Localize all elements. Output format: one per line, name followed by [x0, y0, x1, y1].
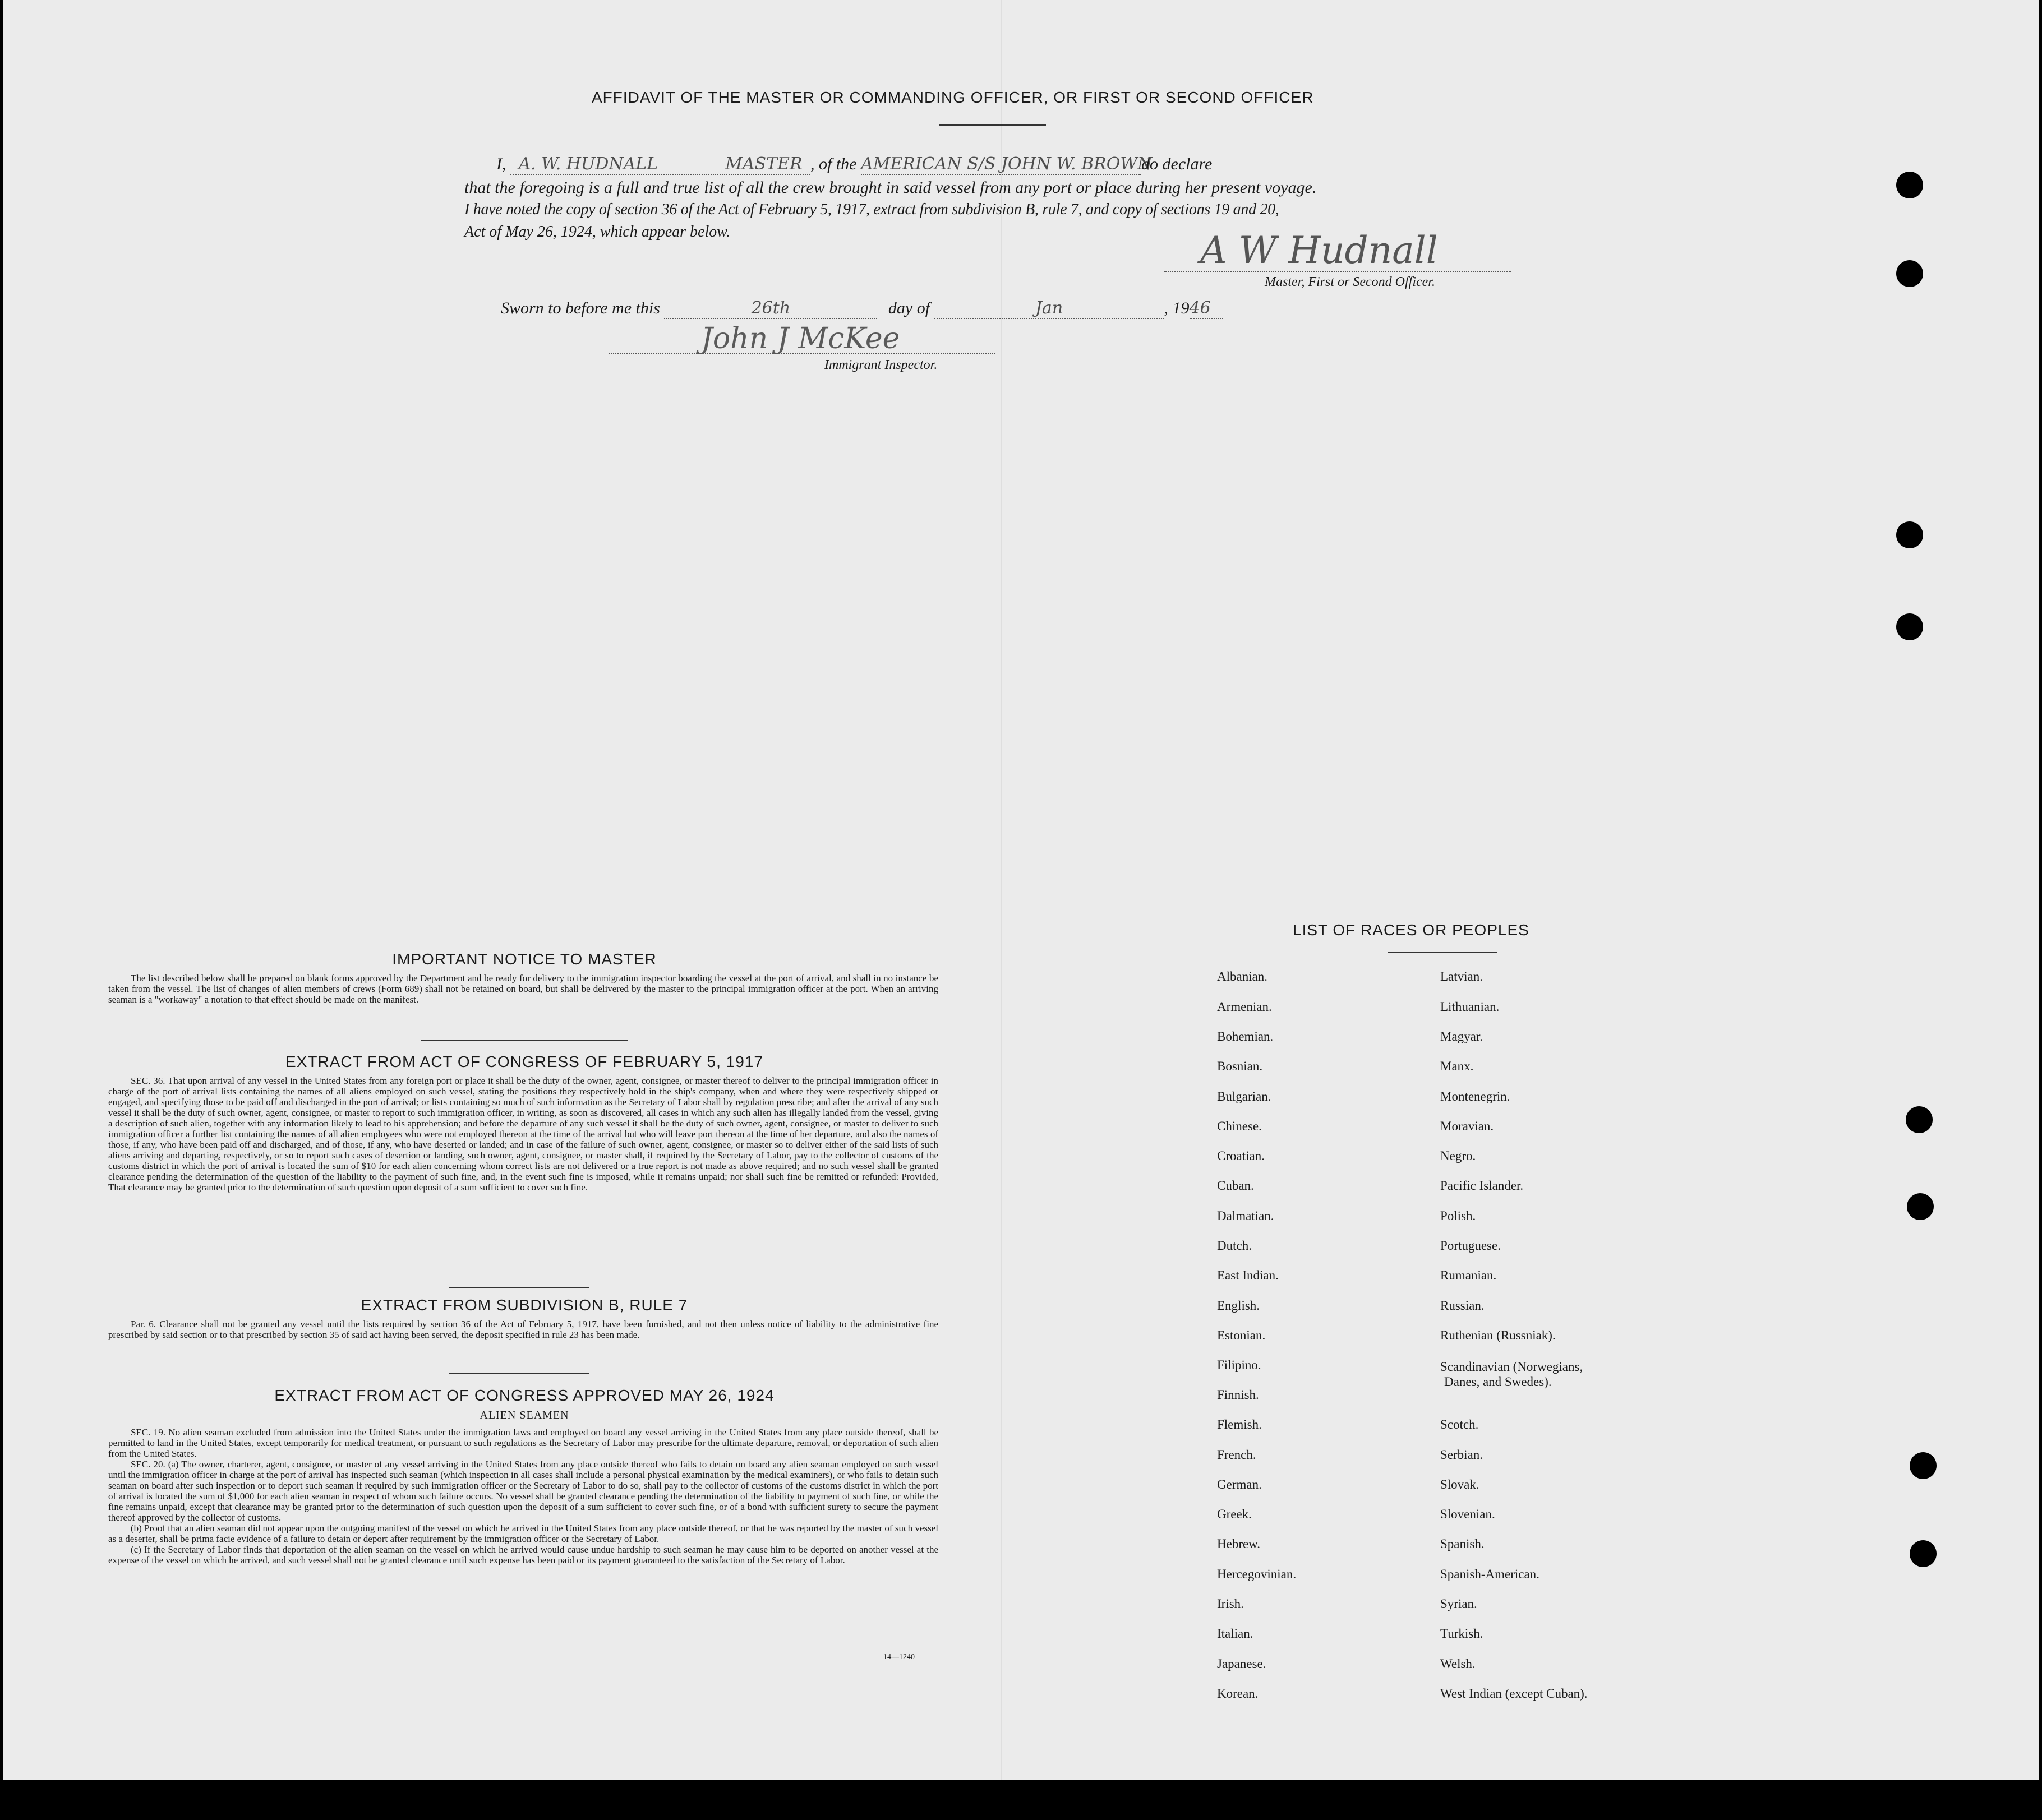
race-item: Armenian. — [1217, 1000, 1272, 1014]
affidavit-line2: that the foregoing is a full and true list of all the crew brought in said vessel from any port or place during her present voyage. — [464, 178, 1317, 197]
race-item: Dalmatian. — [1217, 1209, 1274, 1223]
race-item: Portuguese. — [1440, 1239, 1501, 1253]
race-item: Bulgarian. — [1217, 1089, 1271, 1103]
paragraph-6: Par. 6. Clearance shall not be granted any vessel until the lists required by section 36 of the Act of February 5, 1917, have been furnished, and not then unless notice of liability to the administrative fine prescribed by said section or to that prescribed by section 35 of said act having been served, the deposit specified in rule 23 has been made. — [108, 1319, 938, 1340]
race-item: Flemish. — [1217, 1417, 1262, 1431]
notice-title: IMPORTANT NOTICE TO MASTER — [392, 950, 657, 968]
race-item: Moravian. — [1440, 1119, 1494, 1133]
race-item: Greek. — [1217, 1507, 1252, 1521]
race-item: Slovenian. — [1440, 1507, 1495, 1521]
race-item: Polish. — [1440, 1209, 1476, 1223]
race-item: Spanish-American. — [1440, 1567, 1539, 1581]
day-field: 26th — [664, 298, 877, 319]
section-36: SEC. 36. That upon arrival of any vessel in the United States from any foreign port or place it shall be the duty of the owner, agent, consignee, or master thereof to deliver to the principal immigration officer in charge of the port of arrival lists containing the names of all aliens employed on such vessel, stating the positions they respectively hold in the ship's company, when and where they were respectively shipped or engaged, and specifying those to be paid off and discharged in the port of arrival; or lists containing so much of such information as the Secretary of Labor shall by regulation prescribe; and after the arrival of any such vessel it shall be the duty of such owner, agent, consignee, or master to report to such immigration officer, in writing, as soon as discovered, all cases in which any such alien has illegally landed from the vessel, giving a description of such alien, together with any information likely to lead to his apprehension; and before the departure of any such vessel it shall be the duty of such owner, agent, consignee, or master to deliver to such immigration officer a further list containing the names of all alien employees who were not employed thereon at the time of the arrival but who will leave port thereon at the time of her departure, and also the names of those, if any, who have been paid off and discharged, and of those, if any, who have deserted or landed; and in case of the failure of such owner, agent, consignee, or master so to deliver either of the said lists of such aliens arriving and departing, respectively, or so to report such cases of desertion or landing, such owner, agent, consignee, or master shall, if required by the Secretary of Labor, pay to the collector of customs of the customs district in which the port of arrival is located the sum of $10 for each alien concerning whom correct lists are not delivered or a true report is not made as above required; and no such vessel shall be granted clearance pending the determination of the question of the liability to the payment of such fine, and, in the event such fine is imposed, while it remains unpaid; nor shall such fine be remitted or refunded: Provided, That clearance may be granted prior to the determination of such question upon deposit of a sum sufficient to cover such fine. — [108, 1075, 938, 1193]
affidavit-i: I, — [496, 155, 506, 173]
race-item: Scandinavian (Norwegians, — [1440, 1360, 1583, 1374]
race-item: Finnish. — [1217, 1388, 1259, 1402]
race-item: Lithuanian. — [1440, 1000, 1500, 1014]
punch-hole — [1896, 260, 1923, 287]
master-caption: Master, First or Second Officer. — [1265, 275, 1435, 289]
race-item: Albanian. — [1217, 969, 1268, 983]
subdivision-b-divider — [449, 1373, 589, 1374]
race-item: Negro. — [1440, 1149, 1476, 1163]
races-divider — [1388, 952, 1497, 953]
race-item: Hebrew. — [1217, 1537, 1261, 1551]
inspector-signature-line — [609, 353, 995, 354]
punch-hole — [1907, 1193, 1934, 1220]
race-item: Filipino. — [1217, 1358, 1261, 1372]
extract-1917-text — [108, 1075, 938, 1193]
page-fold — [1001, 0, 1002, 1780]
extract-1924-title: EXTRACT FROM ACT OF CONGRESS APPROVED MAY 26, 1924 — [274, 1387, 775, 1404]
affidavit-line3: I have noted the copy of section 36 of the Act of February 5, 1917, extract from subdivision B, rule 7, and copy of sections 19 and 20, — [464, 201, 1279, 218]
race-item: Danes, and Swedes). — [1444, 1375, 1552, 1389]
race-item: Scotch. — [1440, 1417, 1479, 1431]
day-of-label: day of — [888, 299, 930, 317]
race-item: Ruthenian (Russniak). — [1440, 1328, 1556, 1342]
officer-name-field — [510, 154, 810, 175]
affidavit-line1 — [496, 154, 1534, 175]
extract-1917-title: EXTRACT FROM ACT OF CONGRESS OF FEBRUARY 5, 1917 — [285, 1053, 763, 1070]
month-field: Jan — [934, 298, 1164, 319]
race-item: Cuban. — [1217, 1179, 1254, 1193]
master-signature-line — [1164, 271, 1511, 272]
race-item: West Indian (except Cuban). — [1440, 1687, 1588, 1701]
punch-hole — [1896, 613, 1923, 640]
race-item: Montenegrin. — [1440, 1089, 1510, 1103]
race-item: English. — [1217, 1299, 1260, 1313]
race-item: Dutch. — [1217, 1239, 1252, 1253]
punch-hole — [1906, 1106, 1933, 1133]
race-item: Croatian. — [1217, 1149, 1265, 1163]
inspector-signature: John J McKee — [701, 322, 900, 355]
vessel-field: AMERICAN S/S JOHN W. BROWN — [861, 154, 1153, 174]
title-divider — [939, 124, 1046, 126]
race-item: Bohemian. — [1217, 1029, 1274, 1043]
race-item: Rumanian. — [1440, 1268, 1497, 1282]
punch-hole — [1896, 521, 1923, 548]
section-20a: SEC. 20. (a) The owner, charterer, agent, consignee, or master of any vessel arriving in the United States from any place outside thereof who fails to detain on board any alien seaman employed on such vessel until the immigration officer in charge at the port of arrival has inspected such seaman (which inspection in all cases shall include a personal physical examination by the medical examiners), or who fails to detain such seaman on board after such inspection or to deport such seaman if required by such immigration officer or the Secretary of Labor to do so, shall pay to the collector of customs of the customs district in which the port of arrival is located the sum of $1,000 for each alien seaman in respect of whom such failure occurs. No vessel shall be granted clearance pending the determination of the liability to payment of such fine, or while the fine remains unpaid, except that clearance may be granted prior to the determination of such question upon the deposit of a sum sufficient to cover such fine, or of a bond with sufficient surety to secure the payment thereof approved by the collector of customs. — [108, 1459, 938, 1523]
race-item: Spanish. — [1440, 1537, 1485, 1551]
notice-text — [108, 973, 938, 1005]
notice-divider — [421, 1040, 628, 1041]
officer-rank-value: MASTER — [725, 154, 803, 174]
race-item: Bosnian. — [1217, 1059, 1263, 1073]
race-item: Syrian. — [1440, 1597, 1477, 1611]
master-signature: A W Hudnall — [1200, 229, 1438, 272]
punch-hole — [1910, 1452, 1937, 1479]
race-item: Korean. — [1217, 1687, 1259, 1701]
sworn-label: Sworn to before me this — [501, 299, 660, 317]
race-item: French. — [1217, 1448, 1256, 1462]
officer-name-value: A. W. HUDNALL — [518, 154, 658, 174]
punch-hole — [1896, 172, 1923, 198]
of-the-label: , of the — [810, 155, 857, 173]
races-title: LIST OF RACES OR PEOPLES — [1293, 921, 1529, 939]
alien-seamen-subtitle: ALIEN SEAMEN — [480, 1409, 569, 1421]
subdivision-b-text — [108, 1319, 938, 1340]
race-item: Manx. — [1440, 1059, 1474, 1073]
year-field: 46 — [1190, 298, 1223, 319]
race-item: Magyar. — [1440, 1029, 1483, 1043]
year-label: , 19 — [1164, 299, 1190, 317]
race-item: Russian. — [1440, 1299, 1485, 1313]
section-20b: (b) Proof that an alien seaman did not appear upon the outgoing manifest of the vessel on which he arrived in the United States from any place outside thereof, or that he was reported by the master of such vessel as a deserter, shall be prima facie evidence of a failure to detain or deport after requirement by the immigration officer or the Secretary of Labor. — [108, 1523, 938, 1544]
affidavit-line4: Act of May 26, 1924, which appear below. — [464, 223, 730, 241]
race-item: Serbian. — [1440, 1448, 1483, 1462]
section-20c: (c) If the Secretary of Labor finds that deportation of the alien seaman on the vessel on which he arrived would cause undue hardship to such seaman he may cause him to be deported on another vessel at the expense of the vessel on which he arrived, and such vessel shall not be granted clearance until such expense has been paid or its payment guaranteed to the satisfaction of the Secretary of Labor. — [108, 1544, 938, 1565]
extract-1917-divider — [449, 1287, 589, 1288]
do-declare-label: do declare — [1141, 155, 1213, 173]
notice-paragraph: The list described below shall be prepared on blank forms approved by the Department and be ready for delivery to the immigration inspector boarding the vessel at the port of arrival, and shall in no instance be taken from the vessel. The list of changes of alien members of crews (Form 689) shall not be retained on board, but shall be delivered by the master to the principal immigration officer at the port. When an arriving seaman is a "workaway" a notation to that effect should be made on the manifest. — [108, 973, 938, 1005]
race-item: German. — [1217, 1477, 1262, 1491]
punch-hole — [1910, 1540, 1937, 1567]
race-item: Japanese. — [1217, 1657, 1266, 1671]
race-item: Hercegovinian. — [1217, 1567, 1297, 1581]
race-item: Pacific Islander. — [1440, 1179, 1524, 1193]
form-number: 14—1240 — [883, 1653, 915, 1661]
race-item: Welsh. — [1440, 1657, 1476, 1671]
form-page — [3, 0, 2039, 1780]
inspector-caption: Immigrant Inspector. — [824, 358, 938, 372]
sworn-line — [501, 298, 1223, 319]
race-item: Italian. — [1217, 1627, 1253, 1641]
race-item: Chinese. — [1217, 1119, 1262, 1133]
race-item: Turkish. — [1440, 1627, 1483, 1641]
race-item: Slovak. — [1440, 1477, 1479, 1491]
race-item: Latvian. — [1440, 969, 1483, 983]
race-item: East Indian. — [1217, 1268, 1279, 1282]
extract-1924-text — [108, 1427, 938, 1565]
race-item: Irish. — [1217, 1597, 1244, 1611]
section-19: SEC. 19. No alien seaman excluded from admission into the United States under the immigration laws and employed on board any vessel arriving in the United States from any place outside thereof, shall be permitted to land in the United States, except temporarily for medical treatment, or pursuant to such regulations as the Secretary of Labor may prescribe for the ultimate departure, removal, or deportation of such alien from the United States. — [108, 1427, 938, 1459]
race-item: Estonian. — [1217, 1328, 1266, 1342]
affidavit-title: AFFIDAVIT OF THE MASTER OR COMMANDING OFFICER, OR FIRST OR SECOND OFFICER — [592, 89, 1314, 106]
subdivision-b-title: EXTRACT FROM SUBDIVISION B, RULE 7 — [361, 1296, 688, 1314]
